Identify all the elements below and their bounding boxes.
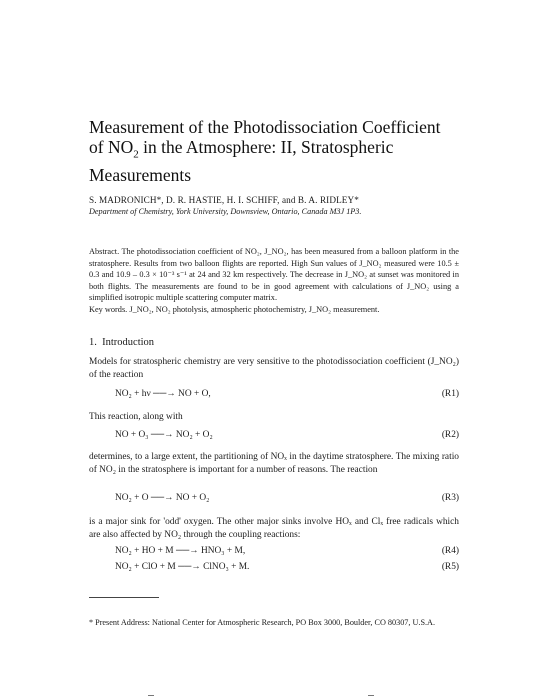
equation-r2	[115, 430, 459, 444]
keywords-text: J_NO₂, NO₂ photolysis, atmospheric photochemistry, J_NO₂ measurement.	[129, 305, 380, 314]
equation-label: (R4)	[441, 546, 459, 556]
abstract	[89, 246, 459, 304]
page-edge-mark	[148, 695, 154, 696]
equation-body: NO₂ + hν ──→ NO + O,	[115, 389, 211, 399]
title-line-2	[89, 137, 489, 165]
paragraph-1: Models for stratospheric chemistry are very sensitive to the photodissociation coefficient (J_NO₂) of the reaction	[89, 357, 459, 380]
title-line-3: Measurements	[89, 164, 192, 185]
footnote-rule	[89, 597, 159, 598]
abstract-label: Abstract.	[89, 247, 120, 256]
title-line-2-post: in the Atmosphere: II, Stratospheric	[138, 137, 394, 157]
equation-body: NO₂ + O ──→ NO + O₂	[115, 493, 210, 503]
equation-label: (R3)	[441, 493, 459, 503]
author-list: S. MADRONICH*, D. R. HASTIE, H. I. SCHIFF, and B. A. RIDLEY*	[89, 195, 359, 205]
equation-body: NO₂ + ClO + M ──→ ClNO₃ + M.	[115, 562, 250, 572]
affiliation: Department of Chemistry, York University, Downsview, Ontario, Canada M3J 1P3.	[89, 207, 362, 216]
equation-r5	[115, 562, 459, 576]
equation-label: (R5)	[441, 562, 459, 572]
keywords-label: Key words.	[89, 305, 128, 314]
equation-r1	[115, 389, 459, 403]
paragraph-2: This reaction, along with	[89, 412, 183, 422]
equation-label: (R1)	[441, 389, 459, 399]
equation-r3	[115, 493, 459, 507]
paper-title	[89, 117, 489, 185]
section-number: 1.	[89, 337, 97, 348]
footnote: * Present Address: National Center for Atmospheric Research, PO Box 3000, Boulder, CO 80307, U.S.A.	[89, 618, 436, 627]
paragraph-3: determines, to a large extent, the partitioning of NOₓ in the daytime stratosphere. The mixing ratio of NO₂ in the stratosphere is important for a number of reasons. The reaction	[89, 452, 459, 475]
section-title: Introduction	[102, 337, 155, 348]
paragraph-4: is a major sink for 'odd' oxygen. The other major sinks involve HOₓ and Clₓ free radicals which are also affected by NO₂ through the coupling reactions:	[89, 517, 459, 540]
section-heading	[89, 337, 154, 348]
page-edge-mark	[368, 695, 374, 696]
abstract-text: The photodissociation coefficient of NO₂, J_NO₂, has been measured from a balloon platform in the stratosphere. Results from two balloon flights are reported. High Sun values of J_NO₂ measured were 10.5 ± 0.3 and 10.9 – 0.3 × 10⁻³ s⁻¹ at 24 and 32 km respectively. The decrease in J_NO₂ at sunset was monitored in both flights. The measurements are found to be in good agreement with calculations of J_NO₂ using a simplified isotropic multiple scattering computer matrix.	[89, 247, 459, 302]
equation-label: (R2)	[441, 430, 459, 440]
equation-body: NO₂ + HO + M ──→ HNO₃ + M,	[115, 546, 246, 556]
equation-body: NO + O₃ ──→ NO₂ + O₂	[115, 430, 213, 440]
equation-r4	[115, 546, 459, 560]
title-subscript: 2	[133, 148, 139, 161]
keywords	[89, 304, 459, 315]
title-line-2-pre: of NO	[89, 137, 134, 157]
title-line-1: Measurement of the Photodissociation Coefficient	[89, 117, 441, 137]
